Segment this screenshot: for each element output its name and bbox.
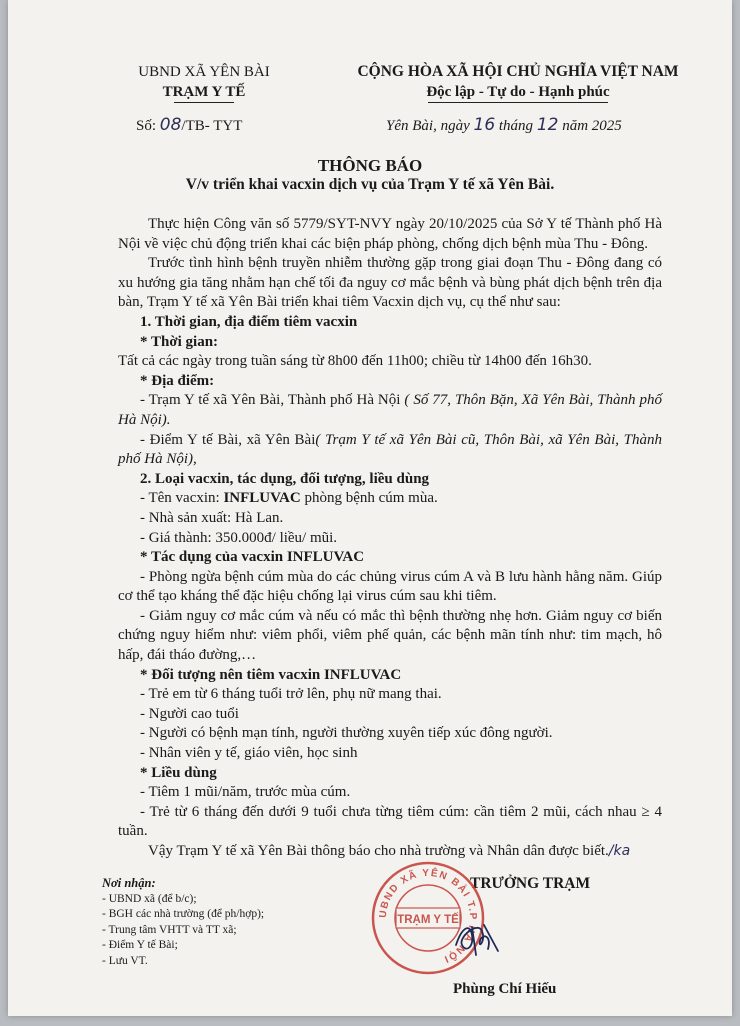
target-3: - Người có bệnh mạn tính, người thường xuyên tiếp xúc đông người.: [140, 725, 553, 742]
issuing-agency: [104, 62, 304, 103]
paragraph-2: Trước tình hình bệnh truyền nhiễm thường gặp trong giai đoạn Thu - Đông đang có xu hướng gia tăng nhằm hạn chế tối đa nguy cơ mắc bệnh và bùng phát dịch bệnh trên địa bàn, Trạm Y tế xã Yên Bài triển khai tiêm Vacxin dịch vụ, cụ thể như sau:: [118, 255, 662, 311]
effect-2: - Giảm nguy cơ mắc cúm và nếu có mắc thì bệnh thường nhẹ hơn. Giảm nguy cơ biến chứng nguy hiểm như: viêm phổi, viêm phế quản, các bệnh mãn tính như: tim mạch, hô hấp, đái tháo đường,…: [118, 607, 662, 664]
location-2-name: - Điểm Y tế Bài, xã Yên Bài: [140, 431, 316, 448]
agency-name: UBND XÃ YÊN BÀI: [138, 64, 270, 80]
date-month: 12: [536, 115, 559, 135]
vaccine-name-value: INFLUVAC: [223, 490, 301, 507]
vaccine-maker: - Nhà sản xuất: Hà Lan.: [140, 509, 284, 526]
handwritten-signature: [448, 905, 508, 965]
recipient-item: - Lưu VT.: [102, 954, 148, 967]
targets-heading: * Đối tượng nên tiêm vacxin INFLUVAC: [140, 666, 402, 683]
recipients-block: [102, 876, 332, 969]
recipient-item: - Trung tâm VHTT và TT xã;: [102, 923, 237, 936]
document-page: [8, 0, 732, 1016]
location-2: [118, 431, 662, 470]
motto-underline: [428, 102, 608, 103]
closing-text: Vậy Trạm Y tế xã Yên Bài thông báo cho nhà trường và Nhân dân được biết.: [148, 843, 609, 859]
recipients-label: Nơi nhận:: [102, 876, 156, 890]
agency-underline: [174, 102, 234, 103]
seal-center-text: TRẠM Y TẾ: [397, 914, 459, 926]
time-text: Tất cả các ngày trong tuần sáng từ 8h00 đến 11h00; chiều từ 14h00 đến 16h30.: [118, 353, 592, 370]
signer-title: TRƯỞNG TRẠM: [470, 875, 591, 892]
document-subject: V/v triển khai vacxin dịch vụ của Trạm Y tế xã Yên Bài.: [185, 176, 555, 193]
location-1-address: ( Số 77, Thôn Bặn, Xã Yên Bài, Thành phố Hà Nội).: [118, 392, 662, 428]
date-month-label: tháng: [495, 118, 537, 134]
dosage-heading: * Liều dùng: [140, 764, 217, 781]
location-1: [118, 391, 662, 430]
closing-paragraph: [118, 842, 662, 862]
section-2-heading: 2. Loại vacxin, tác dụng, đối tượng, liều dùng: [140, 470, 430, 487]
location-1-name: - Trạm Y tế xã Yên Bài, Thành phố Hà Nội: [140, 392, 405, 409]
vaccine-price: - Giá thành: 350.000đ/ liều/ mũi.: [140, 529, 338, 546]
document-title: THÔNG BÁO: [317, 156, 423, 175]
target-2: - Người cao tuổi: [140, 705, 239, 722]
effects-heading: * Tác dụng của vacxin INFLUVAC: [140, 549, 365, 566]
vaccine-name-purpose: phòng bệnh cúm mùa.: [300, 490, 438, 507]
national-motto: Độc lập - Tự do - Hạnh phúc: [426, 84, 610, 100]
date-line: [386, 115, 622, 135]
date-year: năm 2025: [558, 118, 622, 134]
target-4: - Nhân viên y tế, giáo viên, học sinh: [140, 745, 358, 762]
vaccine-name-label: - Tên vacxin:: [140, 490, 224, 507]
document-number: [136, 115, 242, 135]
doc-no-suffix: /TB- TYT: [181, 118, 243, 134]
country-name: CỘNG HÒA XÃ HỘI CHỦ NGHĨA VIỆT NAM: [357, 63, 679, 80]
national-header: [318, 62, 718, 103]
location-2-address: ( Trạm Y tế xã Yên Bài cũ, Thôn Bài, xã Yên Bài, Thành phố Hà Nội),: [118, 431, 662, 468]
location-heading: * Địa điểm:: [140, 372, 215, 389]
seal-ring-text: UBND XÃ YÊN BÀI T.P HÀ NỘI: [377, 867, 479, 965]
recipient-item: - Điểm Y tế Bài;: [102, 939, 178, 951]
doc-no-prefix: Số:: [136, 118, 160, 134]
dosage-1: - Tiêm 1 mũi/năm, trước mùa cúm.: [140, 784, 351, 801]
section-1-heading: 1. Thời gian, địa điểm tiêm vacxin: [140, 313, 358, 330]
dosage-2: - Trẻ từ 6 tháng đến dưới 9 tuổi chưa từng tiêm cúm: cần tiêm 2 mũi, cách nhau ≥ 4 tuần.: [118, 803, 662, 840]
agency-unit: TRẠM Y TẾ: [162, 84, 246, 100]
recipient-item: - BGH các nhà trường (để ph/hợp);: [102, 908, 265, 920]
date-place: Yên Bài, ngày: [386, 118, 474, 134]
recipient-item: - UBND xã (để b/c);: [102, 892, 197, 905]
document-body: [118, 215, 662, 862]
signer-name: Phùng Chí Hiếu: [453, 981, 557, 997]
closing-mark: /ka: [608, 843, 631, 859]
vaccine-name: [118, 489, 662, 509]
doc-no-handwritten: 08: [159, 115, 182, 135]
target-1: - Trẻ em từ 6 tháng tuổi trở lên, phụ nữ mang thai.: [140, 686, 442, 703]
date-day: 16: [473, 115, 496, 135]
effect-1: - Phòng ngừa bệnh cúm mùa do các chủng virus cúm A và B lưu hành hằng năm. Giúp cơ thể tạo kháng thể đặc hiệu chống lại virus cúm sau khi tiêm.: [118, 568, 662, 605]
time-heading: * Thời gian:: [140, 333, 219, 350]
paragraph-1: Thực hiện Công văn số 5779/SYT-NVY ngày 20/10/2025 của Sở Y tế Thành phố Hà Nội về việc chủ động triển khai các biện pháp phòng, chống dịch bệnh mùa Thu - Đông.: [118, 216, 662, 252]
